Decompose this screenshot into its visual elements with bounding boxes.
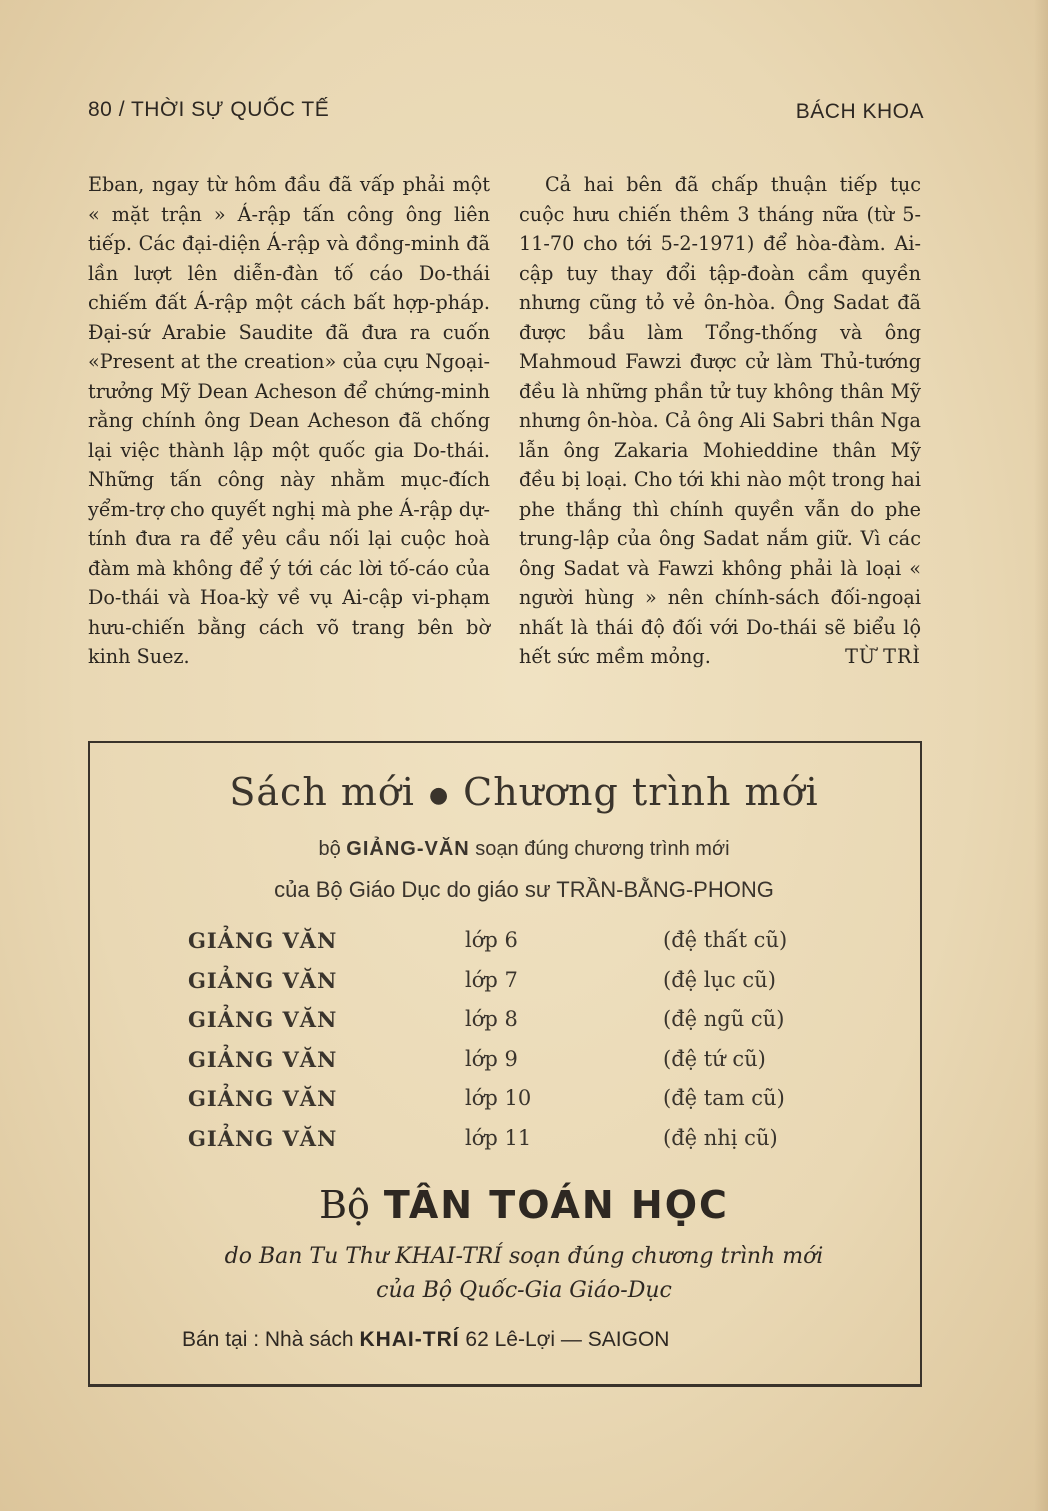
book-old-grade: (đệ tam cũ): [663, 1086, 785, 1110]
book-row: [188, 968, 828, 1008]
book-row: [188, 1126, 828, 1166]
book-row: [188, 1007, 828, 1047]
article-right-text: Cả hai bên đã chấp thuận tiếp tục cuộc hưu chiến thêm 3 tháng nữa (từ 5-11-70 cho tới 5-2-1971) để hòa-đàm. Ai-cập tuy thay đổi tập-đoàn cầm quyền nhưng cũng tỏ vẻ ôn-hòa. Ông Sadat đã được bầu làm Tổng-thống và ông Mahmoud Fawzi được cử làm Thủ-tướng đều là những phần tử tuy không thân Mỹ nhưng ôn-hòa. Cả ông Ali Sabri thân Nga lẫn ông Zakaria Mohieddine thân Mỹ đều bị loại. Cho tới khi nào một trong hai phe thắng thì chính quyền vẫn do phe trung-lập của ông Sadat nắm giữ. Vì các ông Sadat và Fawzi không phải là loại « người hùng » nên chính-sách đối-ngoại nhất là thái độ đối với Do-thái sẽ biểu lộ hết sức mềm mỏng.: [519, 173, 921, 668]
math-ministry-line: của Bộ Quốc-Gia Giáo-Dục: [376, 1278, 672, 1303]
ad-bottom-border: [90, 1384, 920, 1387]
sale-prefix: Bán tại : Nhà sách: [182, 1328, 360, 1351]
math-series-title: [0, 1183, 1048, 1227]
book-row: [188, 928, 828, 968]
book-name: GIẢNG VĂN: [188, 1046, 338, 1072]
math-title-prefix: Bộ: [319, 1183, 370, 1227]
ad-author-line: của Bộ Giáo Dục do giáo sư TRẦN-BẰNG-PHONG: [274, 877, 774, 902]
book-list: [188, 928, 828, 1165]
book-grade: lớp 6: [465, 928, 518, 952]
book-old-grade: (đệ ngũ cũ): [663, 1007, 785, 1031]
book-grade: lớp 9: [465, 1046, 518, 1071]
book-name: GIẢNG VĂN: [188, 1086, 338, 1111]
ad-title-right: Chương trình mới: [463, 770, 819, 814]
sale-brand: KHAI-TRÍ: [359, 1328, 460, 1351]
book-old-grade: (đệ lục cũ): [663, 967, 776, 992]
book-old-grade: (đệ nhị cũ): [663, 1125, 778, 1150]
ad-subtitle-pre: bộ: [318, 838, 347, 860]
book-grade: lớp 7: [465, 967, 518, 992]
ad-subtitle-post: soạn đúng chương trình mới: [469, 838, 730, 860]
book-row: [188, 1047, 828, 1087]
book-grade: lớp 11: [465, 1125, 532, 1150]
header-magazine-name: BÁCH KHOA: [795, 100, 924, 123]
article-left-text: Eban, ngay từ hôm đầu đã vấp phải một « mặt trận » Á-rập tấn công ông liên tiếp. Các đại-diện Á-rập và đồng-minh đã lần lượt lên diễn-đàn tố cáo Do-thái chiếm đất Á-rập một cách bất hợp-pháp. Đại-sứ Arabie Saudite đã đưa ra cuốn «Present at the creation» của cựu Ngoại-trưởng Mỹ Dean Acheson để chứng-minh rằng chính ông Dean Acheson đã chống lại việc thành lập một quốc gia Do-thái. Những tấn công này nhằm mục-đích yểm-trợ cho quyết nghị mà phe Á-rập dự-tính đưa ra để yêu cầu nối lại cuộc hoà đàm mà không để ý tới các lời tố-cáo của Do-thái và Hoa-kỳ về vụ Ai-cập vi-phạm hưu-chiến bằng cách võ trang bên bờ kinh Suez.: [88, 173, 490, 668]
book-row: [188, 1086, 828, 1126]
math-title-main: TÂN TOÁN HỌC: [383, 1183, 729, 1227]
book-grade: lớp 8: [465, 1007, 518, 1031]
book-name: GIẢNG VĂN: [188, 967, 338, 993]
ad-top-border: [90, 741, 920, 743]
ad-title: [0, 770, 1048, 814]
ad-subtitle: [0, 838, 1048, 861]
sale-location: [182, 1328, 669, 1352]
book-name: GIẢNG VĂN: [188, 928, 338, 953]
math-publisher-line: do Ban Tu Thư KHAI-TRÍ soạn đúng chương trình mới: [224, 1244, 824, 1269]
page-header: [88, 98, 924, 130]
book-grade: lớp 10: [465, 1086, 532, 1110]
article-left-column: [88, 170, 490, 672]
book-old-grade: (đệ thất cũ): [663, 928, 788, 952]
book-name: GIẢNG VĂN: [188, 1007, 338, 1032]
sale-address: 62 Lê-Lợi — SAIGON: [459, 1328, 670, 1351]
ad-subtitle-series: GIẢNG-VĂN: [346, 838, 470, 860]
book-old-grade: (đệ tứ cũ): [663, 1046, 766, 1071]
article-signature: TỪ TRÌ: [845, 645, 921, 668]
book-name: GIẢNG VĂN: [188, 1125, 338, 1151]
header-section-title: 80 / THỜI SỰ QUỐC TẾ: [88, 98, 330, 121]
article-right-column: [519, 170, 921, 672]
bullet-icon: ●: [428, 783, 450, 808]
ad-title-left: Sách mới: [229, 770, 415, 814]
